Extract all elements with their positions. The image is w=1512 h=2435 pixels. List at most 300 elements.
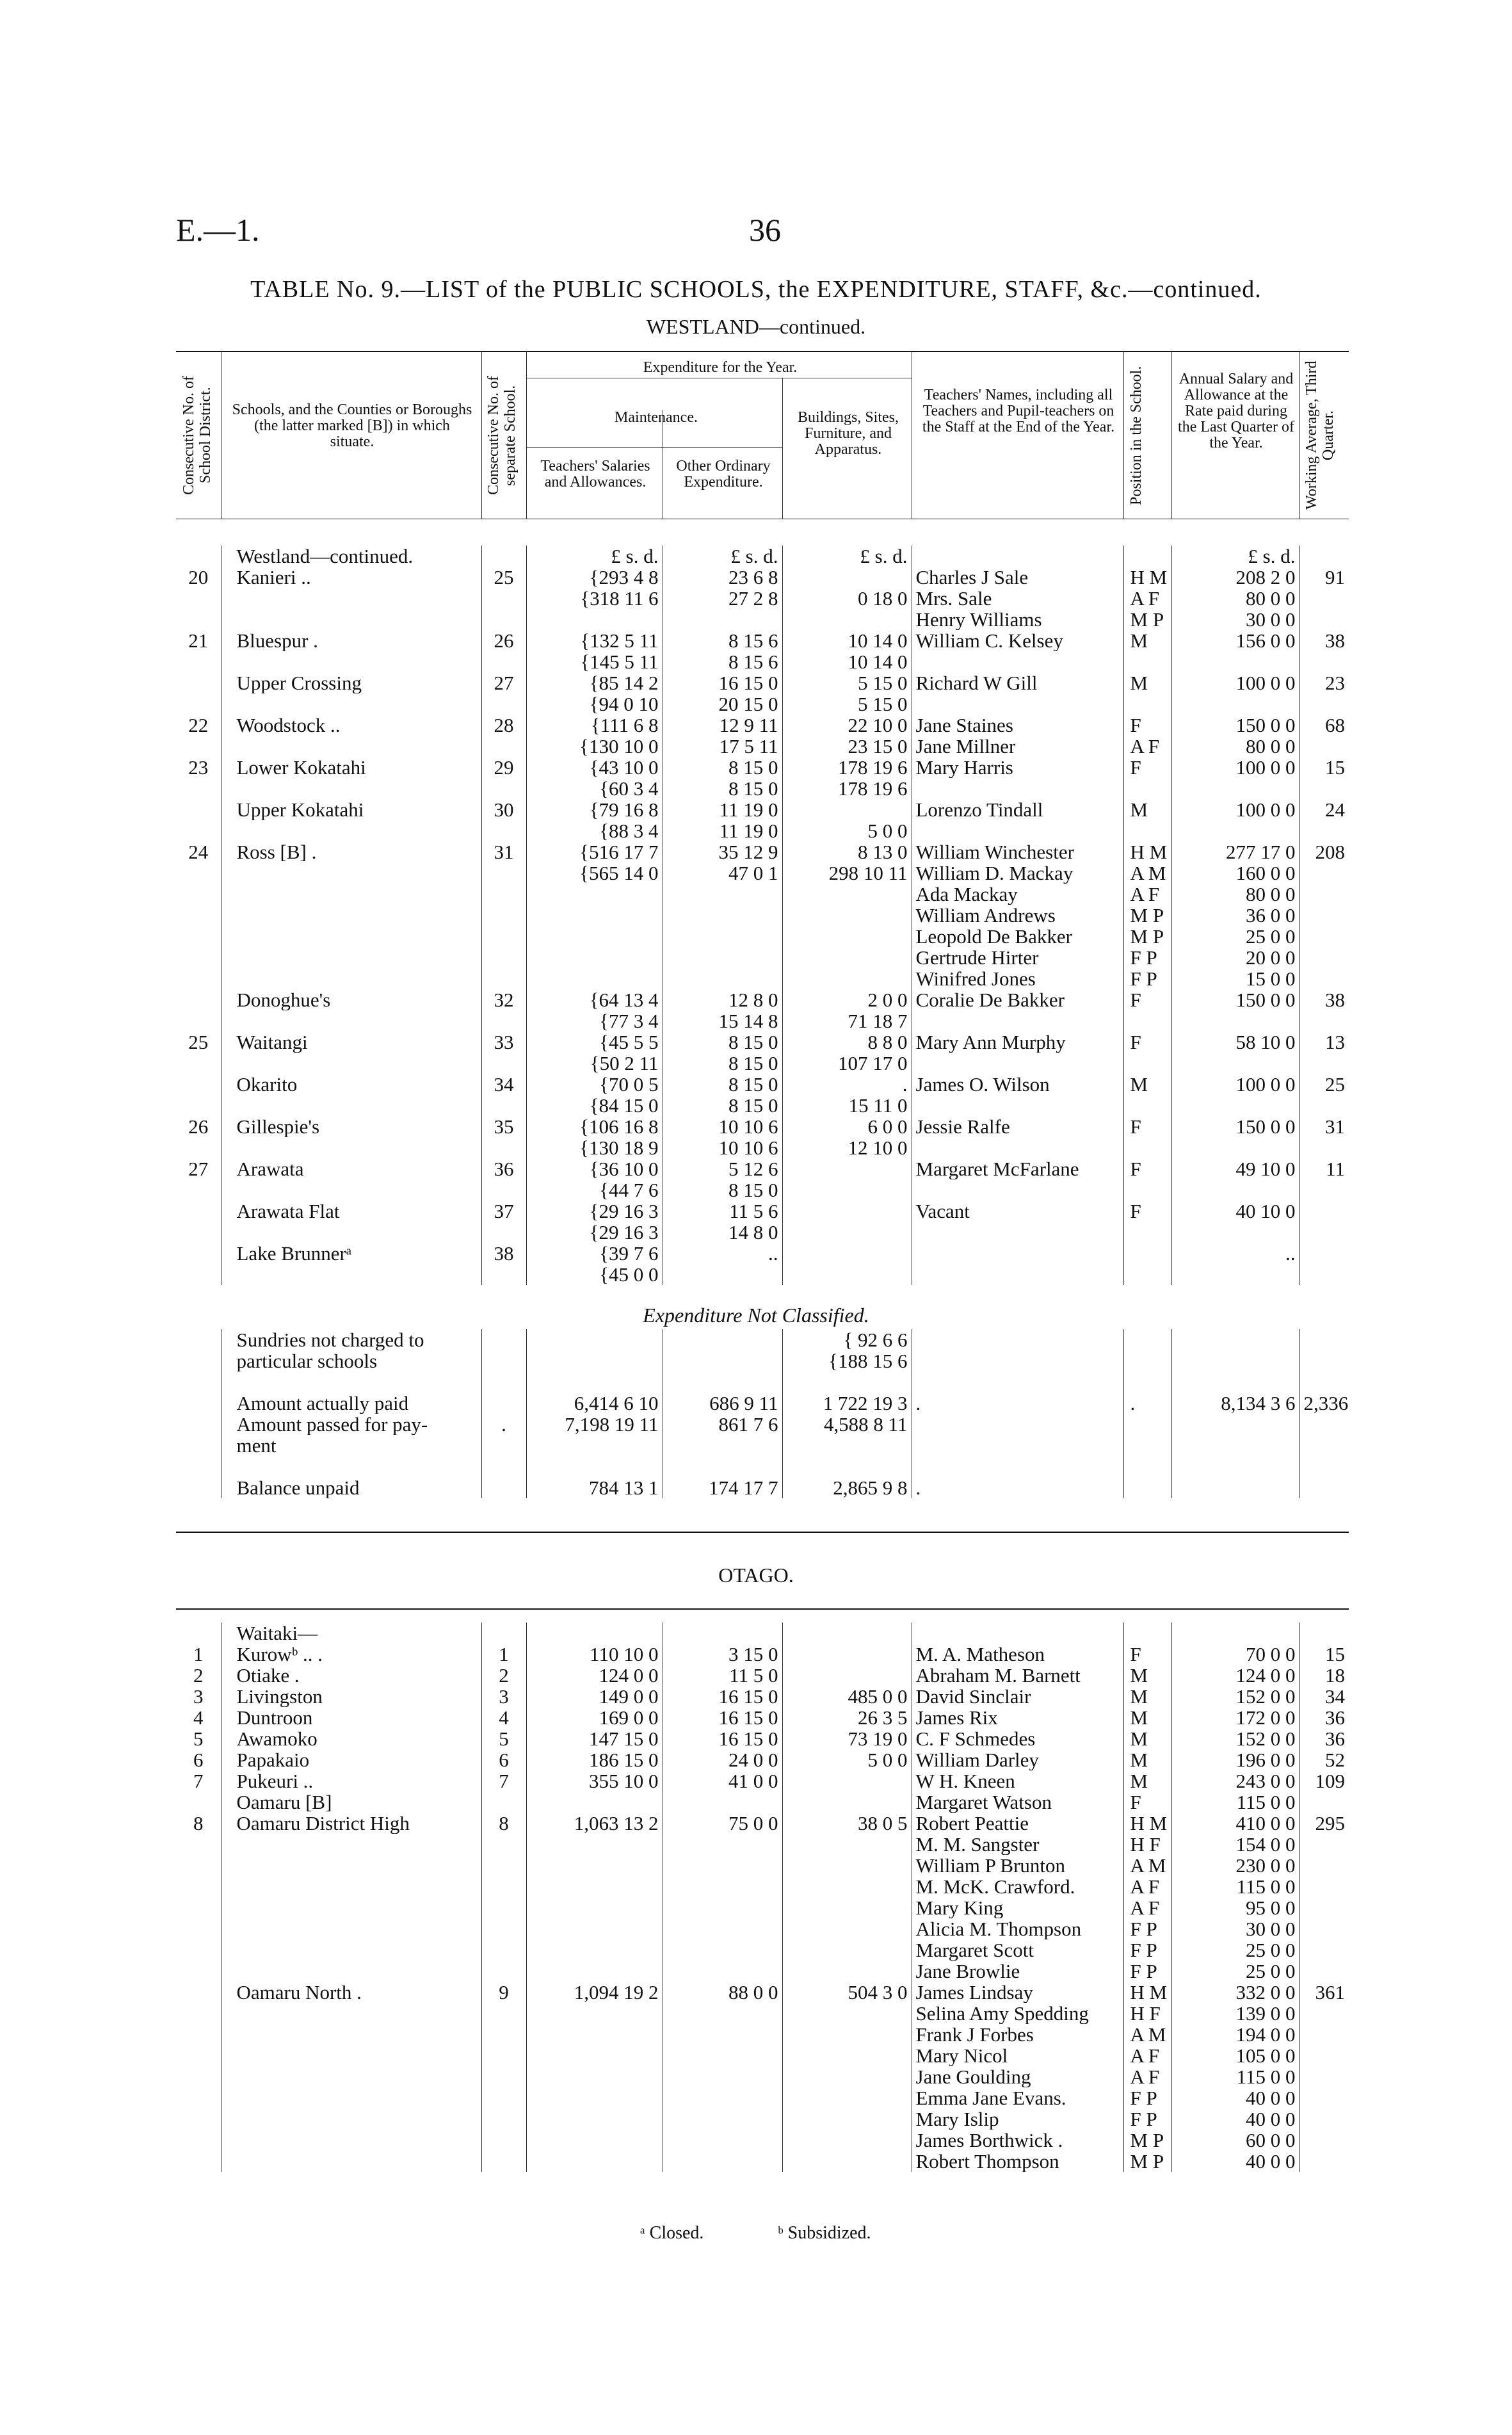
table-cell: 107 17 0 xyxy=(782,1053,912,1074)
table-cell xyxy=(1299,2087,1349,2108)
table-cell: C. F Schmedes xyxy=(912,1728,1123,1749)
table-cell: {132 5 11 xyxy=(526,630,663,651)
table-cell: 110 10 0 xyxy=(526,1644,663,1665)
table-cell: {29 16 3 xyxy=(526,1222,663,1243)
table-cell: F xyxy=(1123,1116,1171,1137)
table-cell xyxy=(176,1095,221,1116)
table-cell xyxy=(176,1622,221,1644)
table-cell xyxy=(782,905,912,926)
table-cell: Jessie Ralfe xyxy=(912,1116,1123,1137)
table-cell xyxy=(1123,693,1171,715)
table-cell: 194 0 0 xyxy=(1171,2024,1299,2045)
table-cell xyxy=(481,1834,526,1855)
table-cell xyxy=(221,1053,481,1074)
table-cell xyxy=(526,968,663,989)
table-cell: Woodstock .. xyxy=(221,715,481,736)
table-cell: {106 16 8 xyxy=(526,1116,663,1137)
table-cell: 71 18 7 xyxy=(782,1010,912,1031)
table-cell: M xyxy=(1123,1665,1171,1686)
table-cell: {70 0 5 xyxy=(526,1074,663,1095)
table-cell: . xyxy=(912,1477,1123,1498)
table-cell xyxy=(782,2151,912,2172)
table-cell xyxy=(481,862,526,884)
table-cell: £ s. d. xyxy=(782,546,912,567)
table-cell: 100 0 0 xyxy=(1171,799,1299,820)
table-cell: F P xyxy=(1123,968,1171,989)
table-cell: Jane Browlie xyxy=(912,1961,1123,1982)
table-cell xyxy=(176,1371,221,1393)
table-cell xyxy=(526,1350,663,1371)
table-cell: Gillespie's xyxy=(221,1116,481,1137)
table-cell xyxy=(221,1918,481,1939)
summary-table xyxy=(176,1329,1349,1498)
table-cell xyxy=(1123,1350,1171,1371)
table-cell xyxy=(176,1010,221,1031)
table-cell xyxy=(782,2108,912,2130)
table-cell xyxy=(1171,1622,1299,1644)
table-cell xyxy=(526,2003,663,2024)
table-cell xyxy=(782,2024,912,2045)
table-cell: 152 0 0 xyxy=(1171,1728,1299,1749)
table-cell: Emma Jane Evans. xyxy=(912,2087,1123,2108)
table-cell xyxy=(663,2003,782,2024)
table-cell: William Winchester xyxy=(912,841,1123,862)
table-cell xyxy=(221,905,481,926)
table-cell: 38 xyxy=(1299,989,1349,1010)
table-row xyxy=(176,609,1349,630)
table-cell xyxy=(1123,1414,1171,1435)
table-cell: Oamaru [B] xyxy=(221,1792,481,1813)
table-cell xyxy=(782,1876,912,1897)
table-row xyxy=(176,820,1349,841)
table-cell: 11 5 0 xyxy=(663,1665,782,1686)
table-cell: 178 19 6 xyxy=(782,778,912,799)
table-cell: 36 0 0 xyxy=(1171,905,1299,926)
table-cell xyxy=(481,1918,526,1939)
table-cell: 3 xyxy=(481,1686,526,1707)
table-cell: 9 xyxy=(481,1982,526,2003)
table-cell xyxy=(912,546,1123,567)
table-cell xyxy=(1299,609,1349,630)
table-cell: {64 13 4 xyxy=(526,989,663,1010)
table-cell xyxy=(176,1393,221,1414)
table-cell: 16 15 0 xyxy=(663,1728,782,1749)
table-cell xyxy=(1171,1053,1299,1074)
table-cell: 91 xyxy=(1299,567,1349,588)
header-working-average: Working Average, Third Quarter. xyxy=(1303,360,1337,510)
table-cell: {145 5 11 xyxy=(526,651,663,672)
table-cell: 150 0 0 xyxy=(1171,1116,1299,1137)
table-cell: H M xyxy=(1123,567,1171,588)
footnote-subsidized: ᵇ Subsidized. xyxy=(778,2223,871,2243)
table-cell: 49 10 0 xyxy=(1171,1158,1299,1179)
table-cell xyxy=(663,1622,782,1644)
table-cell: 80 0 0 xyxy=(1171,588,1299,609)
table-cell xyxy=(176,1222,221,1243)
table-cell xyxy=(176,1350,221,1371)
table-row xyxy=(176,2045,1349,2066)
table-cell xyxy=(782,1961,912,1982)
table-cell: 38 xyxy=(1299,630,1349,651)
hdr-sep xyxy=(526,351,527,519)
table-cell: 24 0 0 xyxy=(663,1749,782,1770)
table-cell: Jane Millner xyxy=(912,736,1123,757)
table-row xyxy=(176,672,1349,693)
table-cell: {111 6 8 xyxy=(526,715,663,736)
table-cell xyxy=(526,1876,663,1897)
table-cell: { 92 6 6 xyxy=(782,1329,912,1350)
table-cell xyxy=(526,1939,663,1961)
table-cell xyxy=(782,2130,912,2151)
table-cell: 504 3 0 xyxy=(782,1982,912,2003)
table-cell xyxy=(481,820,526,841)
table-cell: Mary Harris xyxy=(912,757,1123,778)
table-row xyxy=(176,2003,1349,2024)
table-row xyxy=(176,1095,1349,1116)
table-cell: 88 0 0 xyxy=(663,1982,782,2003)
table-cell xyxy=(1299,1414,1349,1435)
table-cell: 13 xyxy=(1299,1031,1349,1053)
table-cell: 12 9 11 xyxy=(663,715,782,736)
table-cell: F xyxy=(1123,989,1171,1010)
table-cell xyxy=(481,609,526,630)
table-cell: 124 0 0 xyxy=(526,1665,663,1686)
table-cell xyxy=(1171,1350,1299,1371)
table-row xyxy=(176,1728,1349,1749)
table-cell: Abraham M. Barnett xyxy=(912,1665,1123,1686)
table-row xyxy=(176,1770,1349,1792)
table-cell: Mary King xyxy=(912,1897,1123,1918)
table-row xyxy=(176,2066,1349,2087)
table-cell: {516 17 7 xyxy=(526,841,663,862)
table-cell: F xyxy=(1123,1201,1171,1222)
table-cell xyxy=(1171,1477,1299,1498)
table-cell: 0 18 0 xyxy=(782,588,912,609)
table-cell: 95 0 0 xyxy=(1171,1897,1299,1918)
table-cell xyxy=(526,609,663,630)
table-cell: 32 xyxy=(481,989,526,1010)
table-cell: 8 15 0 xyxy=(663,757,782,778)
table-cell xyxy=(526,1371,663,1393)
table-row xyxy=(176,799,1349,820)
table-cell xyxy=(1299,1179,1349,1201)
table-cell xyxy=(663,1456,782,1477)
table-cell: 10 10 6 xyxy=(663,1116,782,1137)
table-cell xyxy=(526,1855,663,1876)
table-cell xyxy=(221,2003,481,2024)
table-cell: Margaret Watson xyxy=(912,1792,1123,1813)
table-cell xyxy=(663,968,782,989)
table-cell: {318 11 6 xyxy=(526,588,663,609)
table-cell: 16 15 0 xyxy=(663,1686,782,1707)
table-cell: M xyxy=(1123,1770,1171,1792)
table-cell xyxy=(782,1792,912,1813)
table-cell: 8 15 0 xyxy=(663,778,782,799)
table-cell: {293 4 8 xyxy=(526,567,663,588)
table-cell xyxy=(782,2066,912,2087)
table-cell: 156 0 0 xyxy=(1171,630,1299,651)
table-cell xyxy=(176,862,221,884)
table-cell: . xyxy=(782,1074,912,1095)
table-cell: James Lindsay xyxy=(912,1982,1123,2003)
table-cell: {85 14 2 xyxy=(526,672,663,693)
table-row xyxy=(176,2130,1349,2151)
table-cell xyxy=(526,926,663,947)
table-cell xyxy=(663,1855,782,1876)
table-cell: 30 xyxy=(481,799,526,820)
table-cell: 1,094 19 2 xyxy=(526,1982,663,2003)
table-cell: 8 xyxy=(481,1813,526,1834)
table-cell: Papakaio xyxy=(221,1749,481,1770)
table-cell: A M xyxy=(1123,1855,1171,1876)
page-identifier: E.—1. xyxy=(176,212,260,248)
table-cell: A F xyxy=(1123,2066,1171,2087)
table-cell: 58 10 0 xyxy=(1171,1031,1299,1053)
table-cell: {39 7 6 xyxy=(526,1243,663,1264)
table-cell xyxy=(526,1834,663,1855)
table-cell xyxy=(1171,1264,1299,1285)
header-consec-district: Consecutive No. of School District. xyxy=(181,376,214,495)
header-other: Other Ordinary Expenditure. xyxy=(676,458,771,490)
table-cell xyxy=(1171,1010,1299,1031)
table-cell: 18 xyxy=(1299,1665,1349,1686)
table-cell: 8 13 0 xyxy=(782,841,912,862)
table-cell xyxy=(1123,546,1171,567)
table-cell xyxy=(176,588,221,609)
table-cell: 23 15 0 xyxy=(782,736,912,757)
table-cell xyxy=(176,1939,221,1961)
table-row xyxy=(176,926,1349,947)
table-cell xyxy=(481,2045,526,2066)
table-cell: 7 xyxy=(481,1770,526,1792)
table-cell: 10 10 6 xyxy=(663,1137,782,1158)
table-cell: 355 10 0 xyxy=(526,1770,663,1792)
table-row xyxy=(176,1010,1349,1031)
table-cell: Amount passed for pay- xyxy=(221,1414,481,1435)
table-cell: A F xyxy=(1123,884,1171,905)
table-cell xyxy=(176,1834,221,1855)
table-cell: 2,865 9 8 xyxy=(782,1477,912,1498)
table-cell: 6 xyxy=(481,1749,526,1770)
table-cell xyxy=(481,1456,526,1477)
table-cell: Arawata xyxy=(221,1158,481,1179)
table-cell: 15 11 0 xyxy=(782,1095,912,1116)
table-cell: Arawata Flat xyxy=(221,1201,481,1222)
table-cell xyxy=(221,651,481,672)
table-cell: 52 xyxy=(1299,1749,1349,1770)
table-row xyxy=(176,1897,1349,1918)
table-cell xyxy=(1171,1414,1299,1435)
table-cell: 27 2 8 xyxy=(663,588,782,609)
table-cell: 149 0 0 xyxy=(526,1686,663,1707)
table-cell: M xyxy=(1123,1728,1171,1749)
table-cell: Bluespur . xyxy=(221,630,481,651)
table-cell xyxy=(481,1876,526,1897)
table-cell xyxy=(1299,1010,1349,1031)
table-cell xyxy=(526,1918,663,1939)
table-cell: 160 0 0 xyxy=(1171,862,1299,884)
table-cell xyxy=(1123,820,1171,841)
table-cell xyxy=(912,1137,1123,1158)
table-cell: 298 10 11 xyxy=(782,862,912,884)
table-cell xyxy=(782,1897,912,1918)
table-cell xyxy=(481,736,526,757)
table-cell: £ s. d. xyxy=(526,546,663,567)
table-cell xyxy=(1299,968,1349,989)
table-cell xyxy=(481,1477,526,1498)
table-cell xyxy=(176,947,221,968)
table-cell: 8 15 6 xyxy=(663,651,782,672)
table-cell xyxy=(1299,1222,1349,1243)
table-cell xyxy=(176,1243,221,1264)
table-cell: A F xyxy=(1123,736,1171,757)
table-row xyxy=(176,588,1349,609)
otago-table xyxy=(176,1622,1349,2172)
table-cell xyxy=(176,1329,221,1350)
table-cell xyxy=(481,1053,526,1074)
table-cell xyxy=(1299,693,1349,715)
table-cell: 147 15 0 xyxy=(526,1728,663,1749)
table-cell xyxy=(782,1918,912,1939)
header-consec-school: Consecutive No. of separate School. xyxy=(485,376,519,495)
table-cell xyxy=(526,1622,663,1644)
table-cell xyxy=(782,1770,912,1792)
table-cell xyxy=(481,588,526,609)
table-cell xyxy=(1171,1435,1299,1456)
table-cell: 115 0 0 xyxy=(1171,2066,1299,2087)
table-cell: 2 xyxy=(481,1665,526,1686)
table-cell: 25 0 0 xyxy=(1171,1939,1299,1961)
table-cell xyxy=(1299,1961,1349,1982)
table-cell: Lower Kokatahi xyxy=(221,757,481,778)
table-cell: 1 xyxy=(481,1644,526,1665)
table-cell: Pukeuri .. xyxy=(221,1770,481,1792)
table-cell xyxy=(663,1876,782,1897)
table-cell: 34 xyxy=(481,1074,526,1095)
table-cell xyxy=(481,884,526,905)
table-cell xyxy=(663,947,782,968)
table-cell: 105 0 0 xyxy=(1171,2045,1299,2066)
table-cell xyxy=(176,2130,221,2151)
table-cell: 80 0 0 xyxy=(1171,884,1299,905)
table-cell: Robert Peattie xyxy=(912,1813,1123,1834)
table-cell: M xyxy=(1123,630,1171,651)
table-cell xyxy=(176,1876,221,1897)
table-cell: 230 0 0 xyxy=(1171,1855,1299,1876)
table-row xyxy=(176,1622,1349,1644)
table-title: TABLE No. 9.—LIST of the PUBLIC SCHOOLS, the EXPENDITURE, STAFF, &c.—continued. xyxy=(250,276,1262,303)
table-cell: M. M. Sangster xyxy=(912,1834,1123,1855)
table-cell xyxy=(526,1897,663,1918)
table-cell: Oamaru North . xyxy=(221,1982,481,2003)
table-cell: William C. Kelsey xyxy=(912,630,1123,651)
table-cell: 8 8 0 xyxy=(782,1031,912,1053)
table-row xyxy=(176,736,1349,757)
table-cell xyxy=(782,1939,912,1961)
table-cell: £ s. d. xyxy=(663,546,782,567)
table-row xyxy=(176,1031,1349,1053)
hdr-sep xyxy=(1299,351,1300,519)
table-cell xyxy=(221,862,481,884)
table-cell: F P xyxy=(1123,1918,1171,1939)
hdr-sep xyxy=(481,351,482,519)
table-cell xyxy=(663,1329,782,1350)
table-cell xyxy=(221,947,481,968)
table-cell: F P xyxy=(1123,947,1171,968)
table-cell: 115 0 0 xyxy=(1171,1792,1299,1813)
table-cell xyxy=(782,1243,912,1264)
table-cell: 15 14 8 xyxy=(663,1010,782,1031)
page-number: 36 xyxy=(749,212,781,248)
table-cell: 21 xyxy=(188,630,209,651)
table-cell xyxy=(176,1792,221,1813)
table-row xyxy=(176,715,1349,736)
table-cell xyxy=(221,1456,481,1477)
table-cell xyxy=(176,2087,221,2108)
table-cell: 11 19 0 xyxy=(663,820,782,841)
table-cell: 25 0 0 xyxy=(1171,1961,1299,1982)
table-cell: F xyxy=(1123,1031,1171,1053)
table-cell: 27 xyxy=(481,672,526,693)
table-cell xyxy=(221,1961,481,1982)
table-cell: 23 xyxy=(188,757,209,778)
header-maintenance: Maintenance. xyxy=(615,409,698,426)
table-cell xyxy=(221,2024,481,2045)
table-cell: 31 xyxy=(481,841,526,862)
table-row xyxy=(176,1792,1349,1813)
table-cell: H M xyxy=(1123,841,1171,862)
table-cell: 28 xyxy=(481,715,526,736)
table-row xyxy=(176,2024,1349,2045)
table-cell xyxy=(1171,1137,1299,1158)
table-cell: 68 xyxy=(1299,715,1349,736)
table-cell: A F xyxy=(1123,588,1171,609)
table-cell: Jane Goulding xyxy=(912,2066,1123,2087)
table-row xyxy=(176,1686,1349,1707)
table-cell: M P xyxy=(1123,2151,1171,2172)
table-cell xyxy=(526,1329,663,1350)
table-row xyxy=(176,2151,1349,2172)
table-cell xyxy=(221,1939,481,1961)
table-cell: Richard W Gill xyxy=(912,672,1123,693)
table-cell xyxy=(1123,1371,1171,1393)
table-cell: A F xyxy=(1123,1876,1171,1897)
table-cell: Mary Islip xyxy=(912,2108,1123,2130)
table-cell xyxy=(176,2151,221,2172)
table-cell xyxy=(1299,2003,1349,2024)
table-cell xyxy=(481,1179,526,1201)
table-cell: F P xyxy=(1123,1961,1171,1982)
table-cell xyxy=(663,2151,782,2172)
table-cell: 2 0 0 xyxy=(782,989,912,1010)
table-cell xyxy=(176,799,221,820)
table-cell: 6,414 6 10 xyxy=(526,1393,663,1414)
table-cell: 5 xyxy=(193,1728,204,1749)
table-cell: 35 xyxy=(481,1116,526,1137)
table-row xyxy=(176,1243,1349,1264)
otago-top-rule xyxy=(176,1608,1349,1610)
table-cell xyxy=(782,567,912,588)
table-cell xyxy=(1171,1371,1299,1393)
table-cell: F P xyxy=(1123,2108,1171,2130)
table-cell: 139 0 0 xyxy=(1171,2003,1299,2024)
table-cell: 4 xyxy=(481,1707,526,1728)
table-cell: 25 xyxy=(481,567,526,588)
table-cell xyxy=(526,1435,663,1456)
table-cell xyxy=(1299,1456,1349,1477)
table-cell xyxy=(176,2066,221,2087)
table-cell: William D. Mackay xyxy=(912,862,1123,884)
